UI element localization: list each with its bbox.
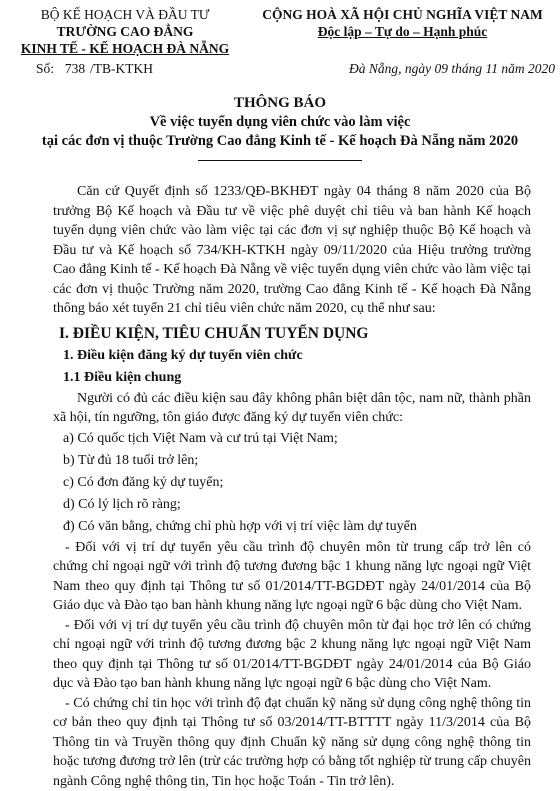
subsubsection-heading: 1.1 Điều kiện chung	[53, 367, 531, 389]
condition-item: b) Từ đủ 18 tuổi trở lên;	[53, 450, 531, 472]
school-name-line2: KINH TẾ - KẾ HOẠCH ĐÀ NẴNG	[10, 40, 240, 57]
language-requirement-university: - Đối với vị trí dự tuyển yêu cầu trình độ chuyên môn từ đại học trở lên có chứng chỉ ngoại ngữ với trình độ tương đương bậc 2 khung năng lực ngoại ngữ Việt Nam theo quy định tại Thông tư số 01/2014/TT-BGDĐT ngày 24/01/2014 của Bộ Giáo dục và Đào tạo ban hành khung năng lực ngoại ngữ 6 bậc dùng cho Việt Nam.	[53, 616, 531, 694]
issuer-block	[10, 6, 240, 57]
ministry-name: BỘ KẾ HOẠCH VÀ ĐẦU TƯ	[10, 6, 240, 23]
school-name-line1: TRƯỜNG CAO ĐẲNG	[10, 23, 240, 40]
republic-name: CỘNG HOÀ XÃ HỘI CHỦ NGHĨA VIỆT NAM	[250, 6, 555, 23]
section-heading: I. ĐIỀU KIỆN, TIÊU CHUẨN TUYỂN DỤNG	[53, 323, 531, 345]
intro-paragraph: Căn cứ Quyết định số 1233/QĐ-BKHĐT ngày 04 tháng 8 năm 2020 của Bộ trưởng Bộ Kế hoạch và Đầu tư về việc phê duyệt chỉ tiêu và ban hành Kế hoạch tuyển dụng viên chức vào làm việc tại các đơn vị sự nghiệp thuộc Bộ Kế hoạch và Đầu tư và Kế hoạch số 734/KH-KTKH ngày 09/11/2020 của Hiệu trưởng trường Cao đẳng Kinh tế - Kế hoạch Đà Nẵng về việc tuyển dụng viên chức vào làm việc tại các đơn vị thuộc Trường năm 2020, trường Cao đẳng Kinh tế - Kế hoạch Đà Nẵng thông báo xét tuyển 21 chỉ tiêu viên chức năm 2020, cụ thể như sau:	[53, 182, 531, 319]
issue-date: Đà Nẵng, ngày 09 tháng 11 năm 2020	[255, 61, 557, 77]
language-requirement-intermediate: - Đối với vị trí dự tuyển yêu cầu trình độ chuyên môn từ trung cấp trở lên có chứng chỉ ngoại ngữ với trình độ tương đương bậc 1 khung năng lực ngoại ngữ Việt Nam theo quy định tại Thông tư số 01/2014/TT-BGDĐT ngày 24/01/2014 của Bộ Giáo dục và Đào tạo ban hành khung năng lực ngoại ngữ 6 bậc dùng cho Việt Nam.	[53, 538, 531, 616]
title-line3: tại các đơn vị thuộc Trường Cao đẳng Kinh tế - Kế hoạch Đà Nẵng năm 2020	[0, 132, 560, 151]
number-suffix: /TB-KTKH	[90, 61, 153, 76]
condition-item: d) Có lý lịch rõ ràng;	[53, 494, 531, 516]
subsection-heading: 1. Điều kiện đăng ký dự tuyển viên chức	[53, 345, 531, 367]
general-conditions: Người có đủ các điều kiện sau đây không phân biệt dân tộc, nam nữ, thành phần xã hội, tín ngưỡng, tôn giáo được đăng ký dự tuyển viên chức:	[53, 389, 531, 428]
condition-item: c) Có đơn đăng ký dự tuyển;	[53, 472, 531, 494]
it-requirement: - Có chứng chỉ tin học với trình độ đạt chuẩn kỹ năng sử dụng công nghệ thông tin cơ bản theo quy định tại Thông tư số 03/2014/TT-BTTTT ngày 11/3/2014 của Bộ Thông tin và Truyền thông quy định Chuẩn kỹ năng sử dụng công nghệ thông tin hoặc tương đương trở lên (trừ các trường hợp có bằng tốt nghiệp từ trung cấp chuyên ngành Công nghệ thông tin, Tin học hoặc Toán - Tin trở lên).	[53, 694, 531, 791]
condition-item: đ) Có văn bằng, chứng chỉ phù hợp với vị trí việc làm dự tuyển	[53, 516, 531, 538]
number-value: 738	[60, 60, 90, 77]
title-line2: Về việc tuyển dụng viên chức vào làm việc	[0, 113, 560, 132]
number-prefix: Số:	[36, 61, 54, 76]
document-number	[10, 60, 236, 77]
national-header	[250, 6, 555, 40]
document-title	[0, 94, 560, 151]
condition-item: a) Có quốc tịch Việt Nam và cư trú tại Việt Nam;	[53, 428, 531, 450]
national-motto: Độc lập – Tự do – Hạnh phúc	[250, 23, 555, 40]
title-divider	[198, 160, 362, 161]
document-body	[53, 182, 531, 791]
doc-type: THÔNG BÁO	[0, 94, 560, 113]
